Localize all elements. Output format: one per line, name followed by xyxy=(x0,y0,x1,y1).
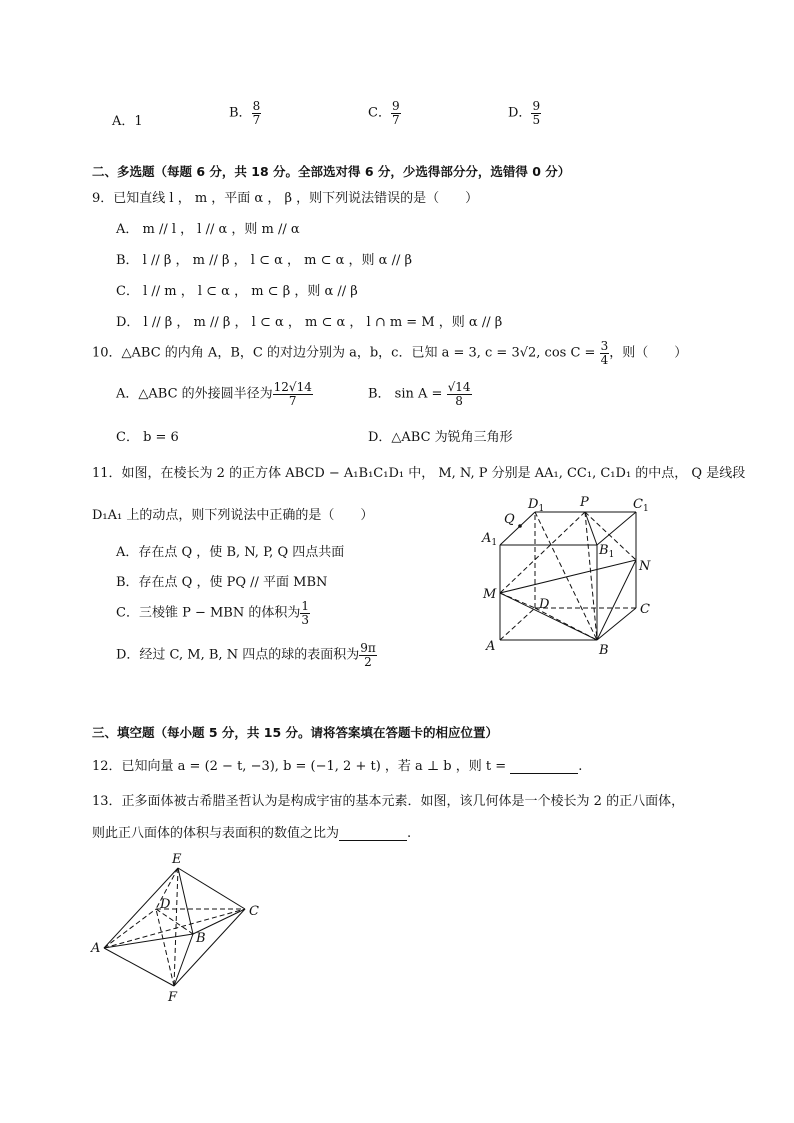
q8-option-a xyxy=(112,110,143,129)
q10-cos-den: 4 xyxy=(600,352,609,367)
q10-option-c: C． b = 6 xyxy=(116,430,179,445)
q11-stem-line2: D₁A₁ 上的动点，则下列说法中正确的是（ ） xyxy=(92,508,374,523)
q12-answer-blank[interactable] xyxy=(510,759,578,774)
cube-seg-MN xyxy=(500,560,636,593)
q8-option-a-value: 1 xyxy=(134,114,143,129)
q8-option-a-label: A． xyxy=(112,114,135,129)
cube-hidden-DB xyxy=(535,608,597,640)
q11-option-c-den: 3 xyxy=(301,612,309,627)
q8-option-c xyxy=(368,100,401,126)
cube-seg-NB xyxy=(597,560,636,640)
octa-hidden-FD xyxy=(156,909,174,986)
octa-label-D: D xyxy=(160,897,171,912)
octa-hidden-EF xyxy=(174,868,178,986)
cube-figure xyxy=(470,490,670,660)
q8-option-c-label: C． xyxy=(368,105,391,121)
cube-label-C: C xyxy=(640,602,650,617)
q12 xyxy=(92,755,582,774)
octa-hidden-AD xyxy=(104,909,156,948)
q8-option-c-fraction xyxy=(391,100,401,126)
octa-edge-FA xyxy=(104,948,174,986)
q10-stem-end: ，则（ ） xyxy=(609,345,688,361)
q11-option-d-den: 2 xyxy=(364,654,372,669)
q8-option-c-num: 9 xyxy=(391,99,400,113)
q10-option-b-fraction xyxy=(447,381,472,407)
q11-option-c xyxy=(116,600,310,626)
cube-hidden-D1B xyxy=(535,512,597,640)
cube-label-N: N xyxy=(639,559,651,574)
octa-label-F: F xyxy=(168,990,178,1005)
q8-option-c-den: 7 xyxy=(391,112,400,127)
octa-label-A: A xyxy=(91,941,101,956)
octa-label-E: E xyxy=(172,852,182,867)
q10-option-a xyxy=(116,381,313,407)
q13-end: . xyxy=(407,826,412,841)
octa-edge-FC xyxy=(174,909,245,986)
q10-option-a-fraction xyxy=(273,381,313,407)
cube-label-D1: $D_1$ xyxy=(528,497,545,514)
cube-label-Q: Q xyxy=(504,512,515,527)
q11-option-b: B．存在点 Q ，使 PQ // 平面 MBN xyxy=(116,575,328,590)
q13-line2 xyxy=(92,822,411,841)
cube-label-D: D xyxy=(539,597,550,612)
cube-hidden-AD xyxy=(500,608,535,640)
cube-label-A: A xyxy=(486,639,496,654)
cube-label-A1: $A_1$ xyxy=(482,531,498,548)
q8-option-d-num: 9 xyxy=(532,99,541,113)
cube-label-B: B xyxy=(599,643,609,658)
q8-option-d xyxy=(508,100,541,126)
cube-point-Q xyxy=(518,524,522,528)
cube-edge-CB xyxy=(597,608,636,640)
cube-label-C1: $C_1$ xyxy=(633,497,649,514)
q11-option-c-fraction xyxy=(300,600,310,626)
cube-label-M: M xyxy=(483,587,497,602)
q10-stem-text: 10．△ABC 的内角 A，B，C 的对边分别为 a，b，c．已知 a = 3, c = 3√2, cos C = xyxy=(92,345,600,361)
q10-option-a-num: 12√14 xyxy=(273,380,312,394)
octa-hidden-DB xyxy=(156,909,193,934)
section2-title: 二、多选题（每题 6 分，共 18 分。全部选对得 6 分，少选得部分分，选错得 0 分） xyxy=(92,164,571,179)
q9-option-b: B． l // β ， m // β ， l ⊂ α ， m ⊂ α ，则 α // β xyxy=(116,253,412,268)
q11-stem-line1: 11．如图，在棱长为 2 的正方体 ABCD − A₁B₁C₁D₁ 中， M, N, P 分别是 AA₁, CC₁, C₁D₁ 的中点， Q 是线段 xyxy=(92,466,746,481)
q10-option-b-den: 8 xyxy=(455,393,463,408)
q10-option-a-text: A．△ABC 的外接圆半径为 xyxy=(116,386,273,402)
q8-option-d-den: 5 xyxy=(532,112,541,127)
octa-edge-FB xyxy=(174,934,193,986)
octa-edge-EC xyxy=(178,868,245,909)
q11-option-d-fraction xyxy=(359,642,377,668)
cube-label-P: P xyxy=(580,495,589,510)
q8-option-b xyxy=(229,100,261,126)
q10-option-b xyxy=(368,381,472,407)
q11-option-c-num: 1 xyxy=(301,599,309,613)
q8-option-b-den: 7 xyxy=(252,112,261,127)
q10-option-a-den: 7 xyxy=(288,393,297,408)
q9-option-c: C． l // m ， l ⊂ α ， m ⊂ β ，则 α // β xyxy=(116,284,358,299)
q11-option-d xyxy=(116,642,377,668)
octa-edge-AB xyxy=(104,934,193,948)
q9-option-a: A． m // l ， l // α ，则 m // α xyxy=(116,222,300,237)
octa-label-C: C xyxy=(249,904,259,919)
q11-option-c-text: C．三棱锥 P − MBN 的体积为 xyxy=(116,605,301,621)
q11-option-d-text: D．经过 C, M, B, N 四点的球的表面积为 xyxy=(116,647,360,663)
cube-hidden-PB xyxy=(585,512,597,640)
q10-cos-fraction xyxy=(600,340,610,366)
q12-text: 12．已知向量 a = (2 − t, −3), b = (−1, 2 + t) ，若 a ⊥ b ，则 t = xyxy=(92,759,511,774)
section3-title: 三、填空题（每小题 5 分，共 15 分。请将答案填在答题卡的相应位置） xyxy=(92,725,499,740)
octa-label-B: B xyxy=(196,931,206,946)
octahedron-figure xyxy=(88,848,278,1008)
q13-answer-blank[interactable] xyxy=(339,826,407,841)
q8-option-d-label: D． xyxy=(508,105,532,121)
q10-stem xyxy=(92,340,687,366)
q13-line1: 13．正多面体被古希腊圣哲认为是构成宇宙的基本元素．如图，该几何体是一个棱长为 2 的正八面体， xyxy=(92,794,685,809)
q9-stem: 9．已知直线 l ， m ，平面 α ， β ，则下列说法错误的是（ ） xyxy=(92,191,479,206)
q8-option-b-fraction xyxy=(252,100,262,126)
cube-label-B1: $B_1$ xyxy=(599,543,615,560)
q10-option-b-num: √14 xyxy=(447,380,471,394)
q12-end: . xyxy=(578,759,583,774)
q11-option-a: A．存在点 Q ，使 B, N, P, Q 四点共面 xyxy=(116,545,345,560)
octa-hidden-AC xyxy=(104,909,245,948)
q10-option-d: D．△ABC 为锐角三角形 xyxy=(368,430,513,445)
q10-option-b-text: B． sin A = xyxy=(368,386,447,402)
q13-line2-text: 则此正八面体的体积与表面积的数值之比为 xyxy=(92,826,340,841)
q8-option-b-label: B． xyxy=(229,105,252,121)
q9-option-d: D． l // β ， m // β ， l ⊂ α ， m ⊂ α ， l ∩ m = M ，则 α // β xyxy=(116,315,503,330)
q8-option-d-fraction xyxy=(531,100,541,126)
q11-option-d-num: 9π xyxy=(360,641,376,655)
q8-option-b-num: 8 xyxy=(252,99,261,113)
q10-cos-num: 3 xyxy=(600,339,609,353)
